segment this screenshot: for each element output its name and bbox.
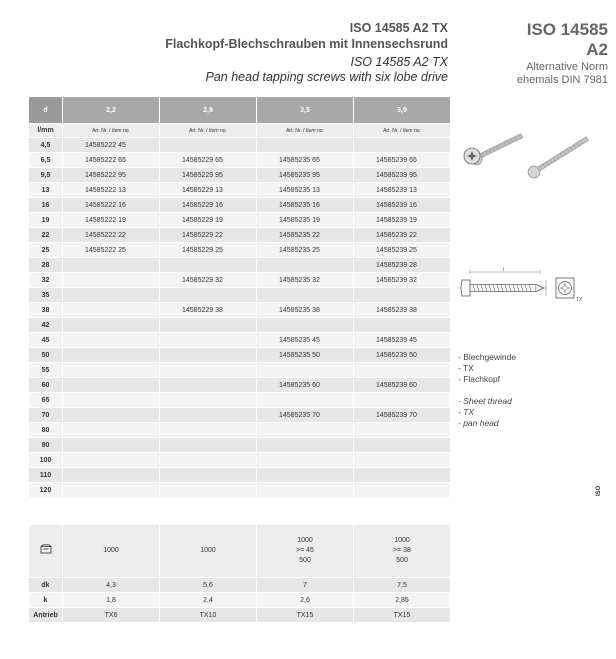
packaging-qty: 1000 <box>103 547 119 554</box>
artnr-de: Art. Nr. / <box>286 127 306 134</box>
table-row <box>29 393 451 408</box>
property-row <box>29 578 451 593</box>
table-row <box>29 468 451 483</box>
item-number-cell <box>354 138 451 153</box>
title-de-line2: Flachkopf-Blechschrauben mit Innensechsrund <box>165 37 448 51</box>
item-number-cell: 14585239 45 <box>354 333 451 348</box>
property-label: dk <box>29 578 63 593</box>
packaging-qty: 500 <box>299 557 311 564</box>
table-row <box>29 363 451 378</box>
property-value: 4,3 <box>63 578 160 593</box>
item-number-cell <box>354 363 451 378</box>
table-row <box>29 228 451 243</box>
item-number-cell <box>63 258 160 273</box>
length-cell: 38 <box>29 303 63 318</box>
length-cell: 35 <box>29 288 63 303</box>
artnr-en: Item no. <box>402 127 421 134</box>
item-number-cell: 14585229 32 <box>160 273 257 288</box>
packaging-qty: >= 45 <box>296 547 314 554</box>
item-number-cell <box>63 288 160 303</box>
item-number-cell: 14585229 95 <box>160 168 257 183</box>
length-cell: 6,5 <box>29 153 63 168</box>
artnr-de: Art. Nr. / <box>92 127 112 134</box>
table-row <box>29 303 451 318</box>
length-cell: 32 <box>29 273 63 288</box>
table-row <box>29 483 451 498</box>
length-cell: 16 <box>29 198 63 213</box>
item-number-cell: 14585239 70 <box>354 408 451 423</box>
table-row <box>29 273 451 288</box>
length-cell: 90 <box>29 438 63 453</box>
item-number-cell: 14585222 45 <box>63 138 160 153</box>
screw-photo <box>458 130 606 190</box>
item-number-cell <box>257 423 354 438</box>
property-value: TX6 <box>63 608 160 623</box>
item-number-cell: 14585222 19 <box>63 213 160 228</box>
item-number-cell <box>63 483 160 498</box>
item-number-cell: 14585235 95 <box>257 168 354 183</box>
table-row <box>29 198 451 213</box>
property-value: 2,4 <box>160 593 257 608</box>
item-number-cell <box>160 468 257 483</box>
features-en <box>458 396 512 429</box>
item-number-cell <box>160 318 257 333</box>
artnr-de: Art. Nr. / <box>189 127 209 134</box>
item-number-cell: 14585229 25 <box>160 243 257 258</box>
length-cell: 60 <box>29 378 63 393</box>
alt-norm-label: Alternative Norm <box>526 61 608 73</box>
item-number-cell <box>354 453 451 468</box>
diameter-2-2: 2,2 <box>63 97 160 124</box>
length-cell: 80 <box>29 423 63 438</box>
artnr-en: Item no. <box>305 127 324 134</box>
item-number-cell <box>160 453 257 468</box>
artnr-header <box>63 124 160 138</box>
item-number-cell: 14585235 70 <box>257 408 354 423</box>
property-label: k <box>29 593 63 608</box>
property-value: 7,5 <box>354 578 451 593</box>
feature-de-item: - Flachkopf <box>458 374 501 384</box>
item-number-cell: 14585239 22 <box>354 228 451 243</box>
packaging-row <box>29 525 451 578</box>
item-number-cell: 14585239 65 <box>354 153 451 168</box>
item-number-cell: 14585229 65 <box>160 153 257 168</box>
item-number-cell <box>257 468 354 483</box>
item-number-cell <box>257 288 354 303</box>
property-label: Antrieb <box>29 608 63 623</box>
table-row <box>29 333 451 348</box>
item-number-cell <box>160 408 257 423</box>
table-row <box>29 453 451 468</box>
artnr-en: Item no. <box>111 127 130 134</box>
specs-table <box>28 524 451 623</box>
length-cell: 22 <box>29 228 63 243</box>
title-en-line1: ISO 14585 A2 TX <box>350 55 448 69</box>
feature-de-item: - Blechgewinde <box>458 352 517 362</box>
item-number-cell <box>354 318 451 333</box>
length-cell: 65 <box>29 393 63 408</box>
item-number-cell: 14585239 16 <box>354 198 451 213</box>
feature-en-item: - pan head <box>458 418 499 428</box>
table-row <box>29 348 451 363</box>
artnr-header <box>160 124 257 138</box>
item-number-cell: 14585229 38 <box>160 303 257 318</box>
item-number-cell: 14585239 28 <box>354 258 451 273</box>
length-cell: 4,5 <box>29 138 63 153</box>
item-number-cell <box>160 378 257 393</box>
artnr-de: Art. Nr. / <box>383 127 403 134</box>
technical-drawing <box>458 266 598 310</box>
item-number-cell: 14585222 22 <box>63 228 160 243</box>
table-row <box>29 423 451 438</box>
item-number-cell <box>63 408 160 423</box>
length-cell: 100 <box>29 453 63 468</box>
item-number-cell <box>63 318 160 333</box>
item-number-cell <box>160 333 257 348</box>
table-row <box>29 288 451 303</box>
packaging-qty: >= 38 <box>393 547 411 554</box>
packaging-label <box>29 525 63 578</box>
item-number-cell <box>160 138 257 153</box>
property-value: TX10 <box>160 608 257 623</box>
item-number-cell: 14585235 22 <box>257 228 354 243</box>
table-row <box>29 138 451 153</box>
item-number-cell <box>160 423 257 438</box>
item-number-cell <box>257 138 354 153</box>
item-number-cell <box>257 318 354 333</box>
item-number-cell: 14585235 38 <box>257 303 354 318</box>
property-value: 5,6 <box>160 578 257 593</box>
table-row <box>29 438 451 453</box>
length-cell: 55 <box>29 363 63 378</box>
item-number-cell <box>257 258 354 273</box>
item-number-cell: 14585235 32 <box>257 273 354 288</box>
item-number-cell <box>160 348 257 363</box>
item-number-cell <box>63 453 160 468</box>
item-number-cell <box>257 483 354 498</box>
length-cell: 19 <box>29 213 63 228</box>
table-row <box>29 318 451 333</box>
table-row <box>29 183 451 198</box>
item-number-cell <box>63 363 160 378</box>
item-number-cell: 14585222 25 <box>63 243 160 258</box>
side-code: ISO <box>596 485 602 496</box>
item-number-cell <box>354 288 451 303</box>
item-number-cell: 14585239 60 <box>354 378 451 393</box>
packaging-qty-cell <box>160 525 257 578</box>
packaging-qty: 500 <box>396 557 408 564</box>
item-number-cell: 14585235 25 <box>257 243 354 258</box>
item-number-cell <box>63 378 160 393</box>
item-number-cell: 14585229 16 <box>160 198 257 213</box>
item-number-cell: 14585239 13 <box>354 183 451 198</box>
artnr-header <box>354 124 451 138</box>
packaging-qty-cell <box>354 525 451 578</box>
item-number-cell: 14585222 95 <box>63 168 160 183</box>
item-number-table <box>28 96 451 498</box>
subheader-row <box>29 124 451 138</box>
item-number-cell <box>354 468 451 483</box>
length-cell: 28 <box>29 258 63 273</box>
item-number-cell: 14585235 19 <box>257 213 354 228</box>
item-number-cell <box>354 438 451 453</box>
item-number-cell: 14585239 38 <box>354 303 451 318</box>
item-number-cell <box>63 333 160 348</box>
drive-label: TX <box>576 297 583 303</box>
item-number-cell: 14585235 50 <box>257 348 354 363</box>
item-number-cell <box>63 273 160 288</box>
length-cell: 70 <box>29 408 63 423</box>
diameter-header-row <box>29 97 451 124</box>
feature-en-item: - Sheet thread <box>458 396 512 406</box>
property-value: 2,85 <box>354 593 451 608</box>
item-number-cell: 14585239 25 <box>354 243 451 258</box>
length-cell: 45 <box>29 333 63 348</box>
item-number-cell: 14585235 60 <box>257 378 354 393</box>
feature-de-item: - TX <box>458 363 474 373</box>
item-number-cell <box>160 288 257 303</box>
table-row <box>29 243 451 258</box>
packaging-qty-cell <box>63 525 160 578</box>
item-number-cell <box>257 438 354 453</box>
item-number-cell <box>257 363 354 378</box>
item-number-cell: 14585239 19 <box>354 213 451 228</box>
packaging-qty: 1000 <box>297 537 313 544</box>
table-row <box>29 153 451 168</box>
item-number-cell: 14585235 65 <box>257 153 354 168</box>
table-row <box>29 258 451 273</box>
item-number-cell <box>63 348 160 363</box>
item-number-cell <box>160 363 257 378</box>
item-number-cell: 14585222 13 <box>63 183 160 198</box>
item-number-cell: 14585229 19 <box>160 213 257 228</box>
item-number-cell <box>354 423 451 438</box>
length-cell: 50 <box>29 348 63 363</box>
feature-en-item: - TX <box>458 407 475 417</box>
item-number-cell <box>63 438 160 453</box>
diameter-3-9: 3,9 <box>354 97 451 124</box>
artnr-en: Item no. <box>208 127 227 134</box>
property-value: 7 <box>257 578 354 593</box>
item-number-cell <box>63 423 160 438</box>
material-grade: A2 <box>586 40 608 59</box>
artnr-header <box>257 124 354 138</box>
length-cell: 13 <box>29 183 63 198</box>
title-en-line2: Pan head tapping screws with six lobe drive <box>205 70 448 84</box>
table-row <box>29 168 451 183</box>
item-number-cell <box>354 483 451 498</box>
length-cell: 120 <box>29 483 63 498</box>
title-de-line1: ISO 14585 A2 TX <box>349 21 448 35</box>
property-value: 1,8 <box>63 593 160 608</box>
item-number-cell <box>63 468 160 483</box>
table-row <box>29 408 451 423</box>
length-cell: 42 <box>29 318 63 333</box>
item-number-cell: 14585235 13 <box>257 183 354 198</box>
item-number-cell: 14585239 95 <box>354 168 451 183</box>
property-value: TX15 <box>257 608 354 623</box>
item-number-cell <box>160 483 257 498</box>
length-cell: 110 <box>29 468 63 483</box>
item-number-cell: 14585229 13 <box>160 183 257 198</box>
packaging-qty: 1000 <box>394 537 410 544</box>
item-number-cell <box>160 438 257 453</box>
item-number-cell <box>160 258 257 273</box>
property-row <box>29 608 451 623</box>
length-cell: 25 <box>29 243 63 258</box>
item-number-cell: 14585222 16 <box>63 198 160 213</box>
item-number-cell: 14585229 22 <box>160 228 257 243</box>
item-number-cell: 14585235 16 <box>257 198 354 213</box>
item-number-cell <box>257 453 354 468</box>
item-number-cell <box>63 303 160 318</box>
item-number-cell <box>257 393 354 408</box>
packaging-qty-cell <box>257 525 354 578</box>
property-value: TX15 <box>354 608 451 623</box>
item-number-cell <box>63 393 160 408</box>
length-label: l/mm <box>29 124 63 138</box>
table-row <box>29 378 451 393</box>
package-box-icon <box>40 544 52 554</box>
item-number-cell <box>160 393 257 408</box>
table-row <box>29 213 451 228</box>
diameter-3-5: 3,5 <box>257 97 354 124</box>
standard-code: ISO 14585 <box>526 20 608 39</box>
item-number-cell: 14585239 50 <box>354 348 451 363</box>
diameter-2-9: 2,9 <box>160 97 257 124</box>
item-number-cell: 14585235 45 <box>257 333 354 348</box>
property-value: 2,6 <box>257 593 354 608</box>
item-number-cell: 14585222 65 <box>63 153 160 168</box>
item-number-cell: 14585239 32 <box>354 273 451 288</box>
features-de <box>458 352 516 385</box>
alt-norm-value: ehemals DIN 7981 <box>516 74 608 86</box>
diameter-label: d <box>29 97 63 124</box>
length-cell: 9,5 <box>29 168 63 183</box>
item-number-cell <box>354 393 451 408</box>
property-row <box>29 593 451 608</box>
packaging-qty: 1000 <box>200 547 216 554</box>
length-dim-label: l <box>503 267 505 273</box>
